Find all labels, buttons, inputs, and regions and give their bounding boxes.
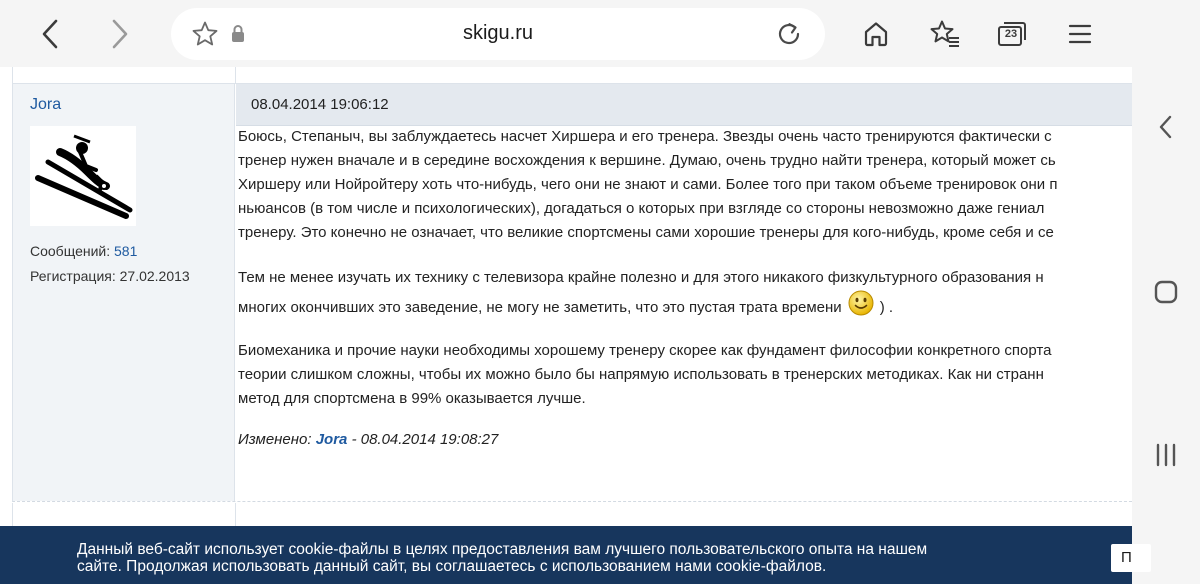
post-paragraph-3 <box>238 339 1132 411</box>
system-back-button[interactable] <box>1146 107 1186 147</box>
system-recents-icon <box>1153 442 1179 468</box>
text-line: тренеру. Это конечно не означает, что великие спортсмены сами хорошие тренеры для кого-нибудь, кроме себя и се <box>238 224 1054 241</box>
post-author-column <box>13 84 235 501</box>
address-bar[interactable] <box>171 8 825 60</box>
edited-label: Изменено: <box>238 431 312 448</box>
registration-label: Регистрация: <box>30 268 116 284</box>
hamburger-menu-icon <box>1067 22 1093 46</box>
tab-count: 23 <box>1004 28 1018 40</box>
registration-date: 27.02.2013 <box>119 268 190 284</box>
cookie-accept-button[interactable]: П <box>1111 544 1151 572</box>
bookmarks-button[interactable] <box>925 14 965 54</box>
home-button[interactable] <box>856 14 896 54</box>
bookmarks-star-icon <box>929 19 961 49</box>
text-line: Хиршеру или Нойройтеру хоть что-нибудь, чего они не знают и сами. Более того при таком объеме тренировок они п <box>238 176 1058 193</box>
tabs-button[interactable] <box>992 14 1032 54</box>
menu-button[interactable] <box>1060 14 1100 54</box>
avatar[interactable] <box>30 126 136 226</box>
smiley-icon <box>848 290 874 316</box>
post-body <box>238 125 1132 452</box>
text-line: метод для спортсмена в 99% оказывается лучше. <box>238 390 586 407</box>
system-home-button[interactable] <box>1146 272 1186 312</box>
registration-stat <box>30 264 190 289</box>
chevron-right-icon <box>109 19 131 49</box>
edited-note <box>238 428 1132 452</box>
post-paragraph-1 <box>238 125 1132 245</box>
text-line: Тем не менее изучать их технику с телевизора крайне полезно и для этого никакого физкультурного образования н <box>238 269 1044 286</box>
text-fragment: многих окончивших это заведение, не могу не заметить, что это пустая трата времени <box>238 299 842 316</box>
author-stats <box>30 239 190 289</box>
post-header <box>236 84 1132 126</box>
text-fragment: ) . <box>879 299 894 316</box>
cookie-banner <box>0 526 1132 584</box>
system-recents-button[interactable] <box>1146 435 1186 475</box>
previous-post-bottom <box>12 67 1132 84</box>
browser-toolbar <box>0 0 1200 67</box>
cookie-text-line: Данный веб-сайт использует cookie-файлы в целях предоставления вам лучшего пользовательского опыта на нашем <box>77 541 928 558</box>
edited-by-link[interactable]: Jora <box>315 431 348 448</box>
text-line <box>238 290 1132 323</box>
post-author-link[interactable]: Jora <box>30 96 62 113</box>
system-nav-bar <box>1132 67 1200 584</box>
text-line: ньюансов (в том числе и психологических), догадаться о которых при взгляде со стороны невозможно даже гениал <box>238 200 1045 217</box>
back-button[interactable] <box>30 14 70 54</box>
text-line: теории слишком сложны, чтобы их можно было бы напрямую использовать в тренерских методиках. Как ни странн <box>238 366 1044 383</box>
forward-button[interactable] <box>100 14 140 54</box>
forum-page <box>0 67 1132 584</box>
messages-count[interactable]: 581 <box>114 243 138 259</box>
text-line: тренер нужен вначале и в середине восхождения к вершине. Думаю, очень трудно найти тренера, который может сь <box>238 152 1056 169</box>
system-home-icon <box>1153 279 1179 305</box>
text-line: Боюсь, Степаныч, вы заблуждаетесь насчет Хиршера и его тренера. Звезды очень часто тренируются фактически с <box>238 128 1052 145</box>
reload-icon[interactable] <box>774 19 804 49</box>
post-paragraph-2 <box>238 266 1132 323</box>
url-text: skigu.ru <box>462 22 534 44</box>
ski-jumper-icon <box>30 126 136 226</box>
home-icon <box>862 20 890 48</box>
text-line: Биомеханика и прочие науки необходимы хорошему тренеру скорее как фундамент философии конкретного спорта <box>238 342 1052 359</box>
chevron-left-icon <box>39 19 61 49</box>
cookie-text <box>77 541 1097 575</box>
messages-label: Сообщений: <box>30 243 111 259</box>
cookie-text-line: сайте. Продолжая использовать данный сайт, вы соглашаетесь с использованием нами cookie-файлов. <box>77 558 827 575</box>
edited-time: - 08.04.2014 19:08:27 <box>351 431 499 448</box>
messages-stat <box>30 239 190 264</box>
system-back-icon <box>1156 114 1176 140</box>
post-date: 08.04.2014 19:06:12 <box>251 96 389 113</box>
